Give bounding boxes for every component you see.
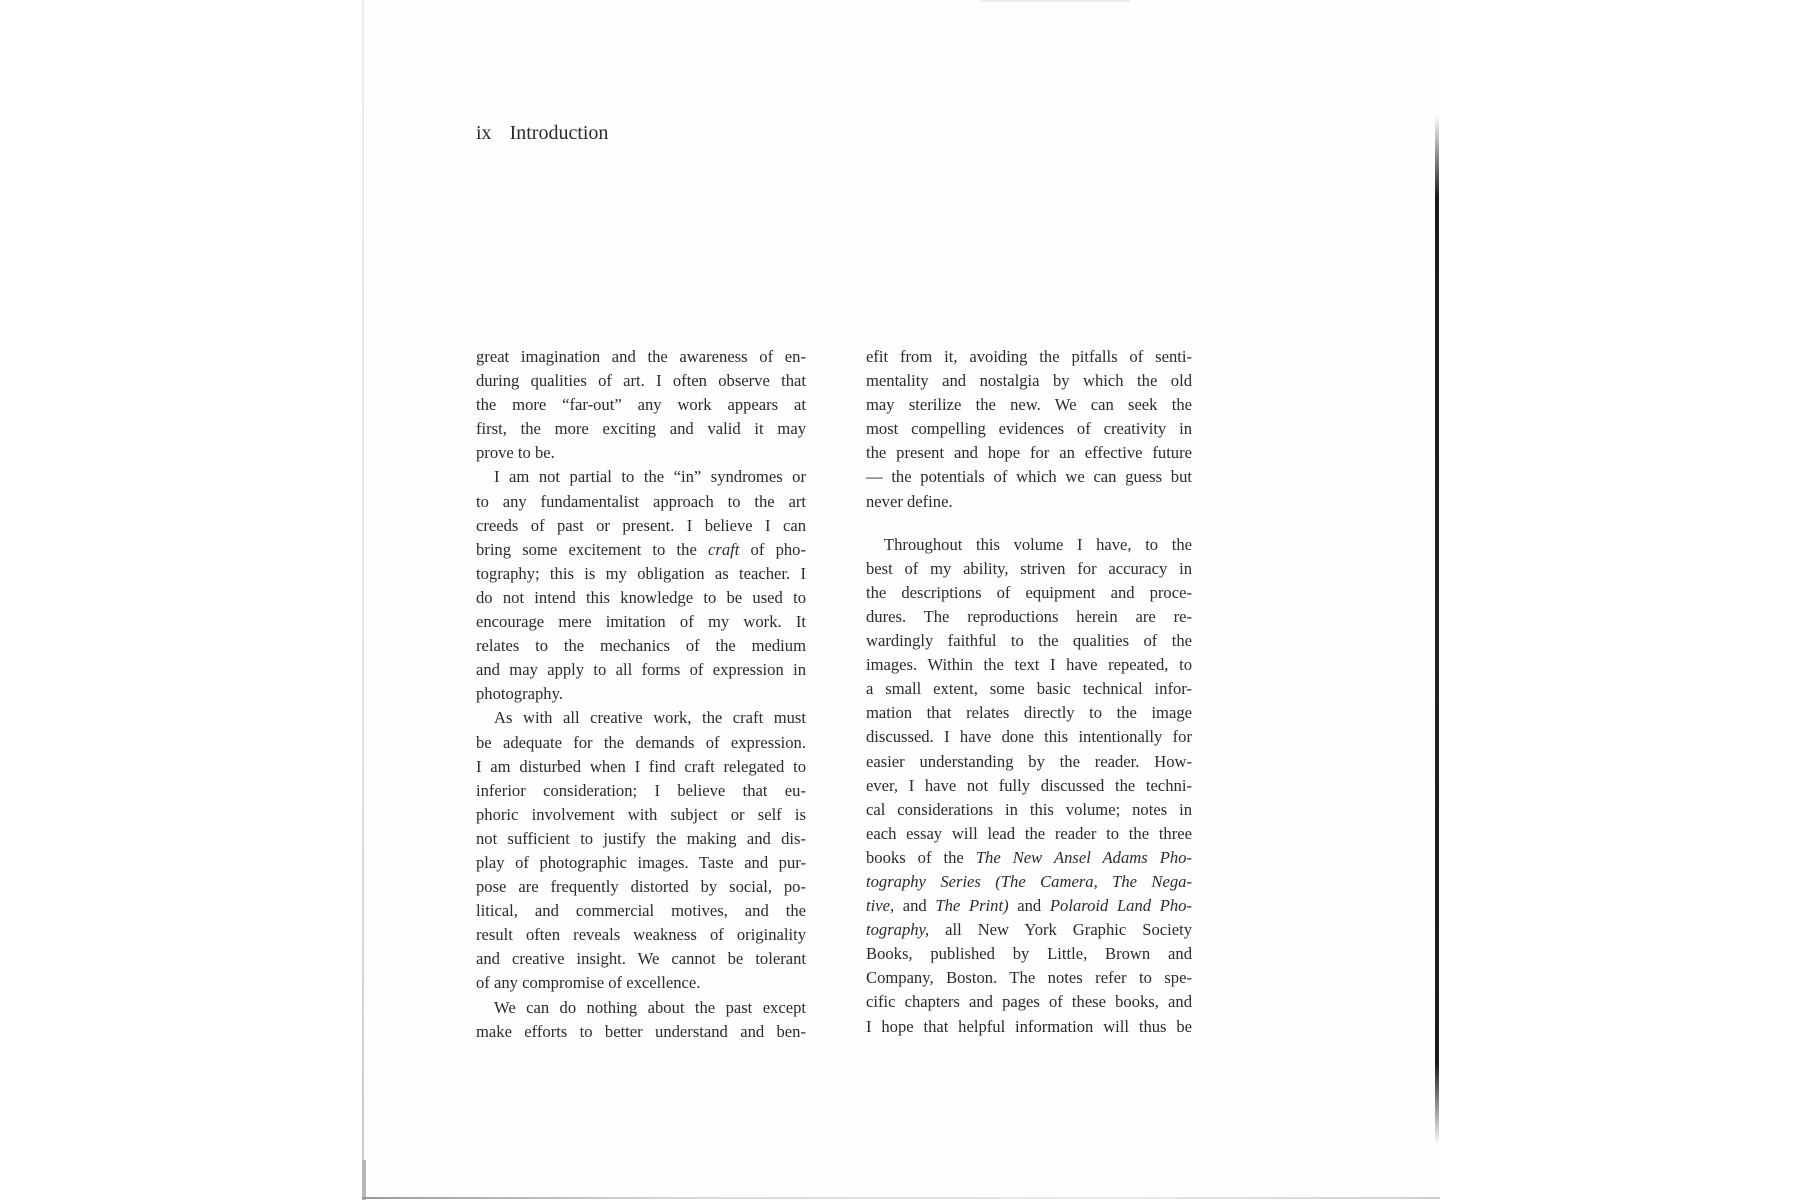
- text-line: encourage mere imitation of my work. It: [476, 612, 806, 632]
- text-line: cific chapters and pages of these books, and: [866, 992, 1192, 1012]
- text-line: result often reveals weakness of originality: [476, 925, 806, 945]
- text-line: Throughout this volume I have, to the: [884, 534, 1192, 554]
- text-line: do not intend this knowledge to be used to: [476, 587, 806, 607]
- text-line: images. Within the text I have repeated, to: [866, 655, 1192, 675]
- page-number: ix: [476, 122, 492, 144]
- text-line: inferior consideration; I believe that eu-: [476, 780, 806, 800]
- text-line: not sufficient to justify the making and dis-: [476, 828, 806, 848]
- text-line: the more “far-out” any work appears at: [476, 395, 806, 415]
- text-line: each essay will lead the reader to the three: [866, 823, 1192, 843]
- page-left-edge: [362, 0, 364, 1200]
- text-line: to any fundamentalist approach to the art: [476, 491, 806, 511]
- text-line: Company, Boston. The notes refer to spe-: [866, 968, 1192, 988]
- text-line: wardingly faithful to the qualities of the: [866, 631, 1192, 651]
- text-line: play of photographic images. Taste and pur-: [476, 852, 806, 872]
- text-line: I am not partial to the “in” syndromes or: [494, 467, 806, 487]
- text-line: — the potentials of which we can guess but: [866, 467, 1192, 487]
- text-line: cal considerations in this volume; notes in: [866, 799, 1192, 819]
- text-line: and creative insight. We cannot be tolerant: [476, 949, 806, 969]
- text-line: tography; this is my obligation as teacher. I: [476, 563, 806, 583]
- text-line: dures. The reproductions herein are re-: [866, 606, 1192, 626]
- text-line: never define.: [866, 491, 953, 511]
- text-line: relates to the mechanics of the medium: [476, 636, 806, 656]
- text-line: books of the The New Ansel Adams Pho-: [866, 847, 1192, 867]
- text-line: litical, and commercial motives, and the: [476, 901, 806, 921]
- text-line: discussed. I have done this intentionally for: [866, 727, 1192, 747]
- text-line: We can do nothing about the past except: [494, 997, 806, 1017]
- text-line: of any compromise of excellence.: [476, 973, 701, 993]
- running-head: [476, 121, 608, 145]
- text-column-right: [866, 345, 1192, 1039]
- chapter-title: Introduction: [509, 122, 609, 144]
- text-line: I am disturbed when I find craft relegated to: [476, 756, 806, 776]
- text-line: most compelling evidences of creativity in: [866, 419, 1192, 439]
- text-line: and may apply to all forms of expression in: [476, 660, 806, 680]
- page-bottom-edge: [362, 1197, 1440, 1199]
- text-line: tography, all New York Graphic Society: [866, 920, 1192, 940]
- text-line: the descriptions of equipment and proce-: [866, 582, 1192, 602]
- text-line: mation that relates directly to the image: [866, 703, 1192, 723]
- text-line: ever, I have not fully discussed the techni-: [866, 775, 1192, 795]
- text-column-left: [476, 345, 806, 1044]
- text-line: tography Series (The Camera, The Nega-: [866, 871, 1192, 891]
- page-corner-shadow: [362, 1160, 366, 1200]
- text-line: creeds of past or present. I believe I can: [476, 515, 806, 535]
- text-line: during qualities of art. I often observe that: [476, 371, 806, 391]
- page-binding-shadow: [1435, 115, 1439, 1145]
- text-line: bring some excitement to the craft of pho-: [476, 539, 806, 559]
- scan-smudge: [980, 0, 1130, 2]
- text-line: phoric involvement with subject or self is: [476, 804, 806, 824]
- text-line: photography.: [476, 684, 563, 704]
- text-line: mentality and nostalgia by which the old: [866, 371, 1192, 391]
- text-line: the present and hope for an effective future: [866, 443, 1192, 463]
- text-line: be adequate for the demands of expression.: [476, 732, 806, 752]
- text-line: efit from it, avoiding the pitfalls of senti-: [866, 347, 1192, 366]
- text-line: Books, published by Little, Brown and: [866, 944, 1192, 964]
- text-line: easier understanding by the reader. How-: [866, 751, 1192, 771]
- text-line: tive, and The Print) and Polaroid Land Pho-: [866, 896, 1192, 916]
- text-line: make efforts to better understand and ben-: [476, 1021, 806, 1041]
- text-line: As with all creative work, the craft must: [494, 708, 806, 728]
- text-line: first, the more exciting and valid it may: [476, 419, 806, 439]
- text-line: I hope that helpful information will thus be: [866, 1016, 1192, 1036]
- text-line: may sterilize the new. We can seek the: [866, 395, 1192, 415]
- text-line: great imagination and the awareness of en-: [476, 347, 806, 366]
- text-line: a small extent, some basic technical infor-: [866, 679, 1192, 699]
- text-line: pose are frequently distorted by social, po-: [476, 877, 806, 897]
- text-line: best of my ability, striven for accuracy in: [866, 558, 1192, 578]
- text-line: prove to be.: [476, 443, 555, 463]
